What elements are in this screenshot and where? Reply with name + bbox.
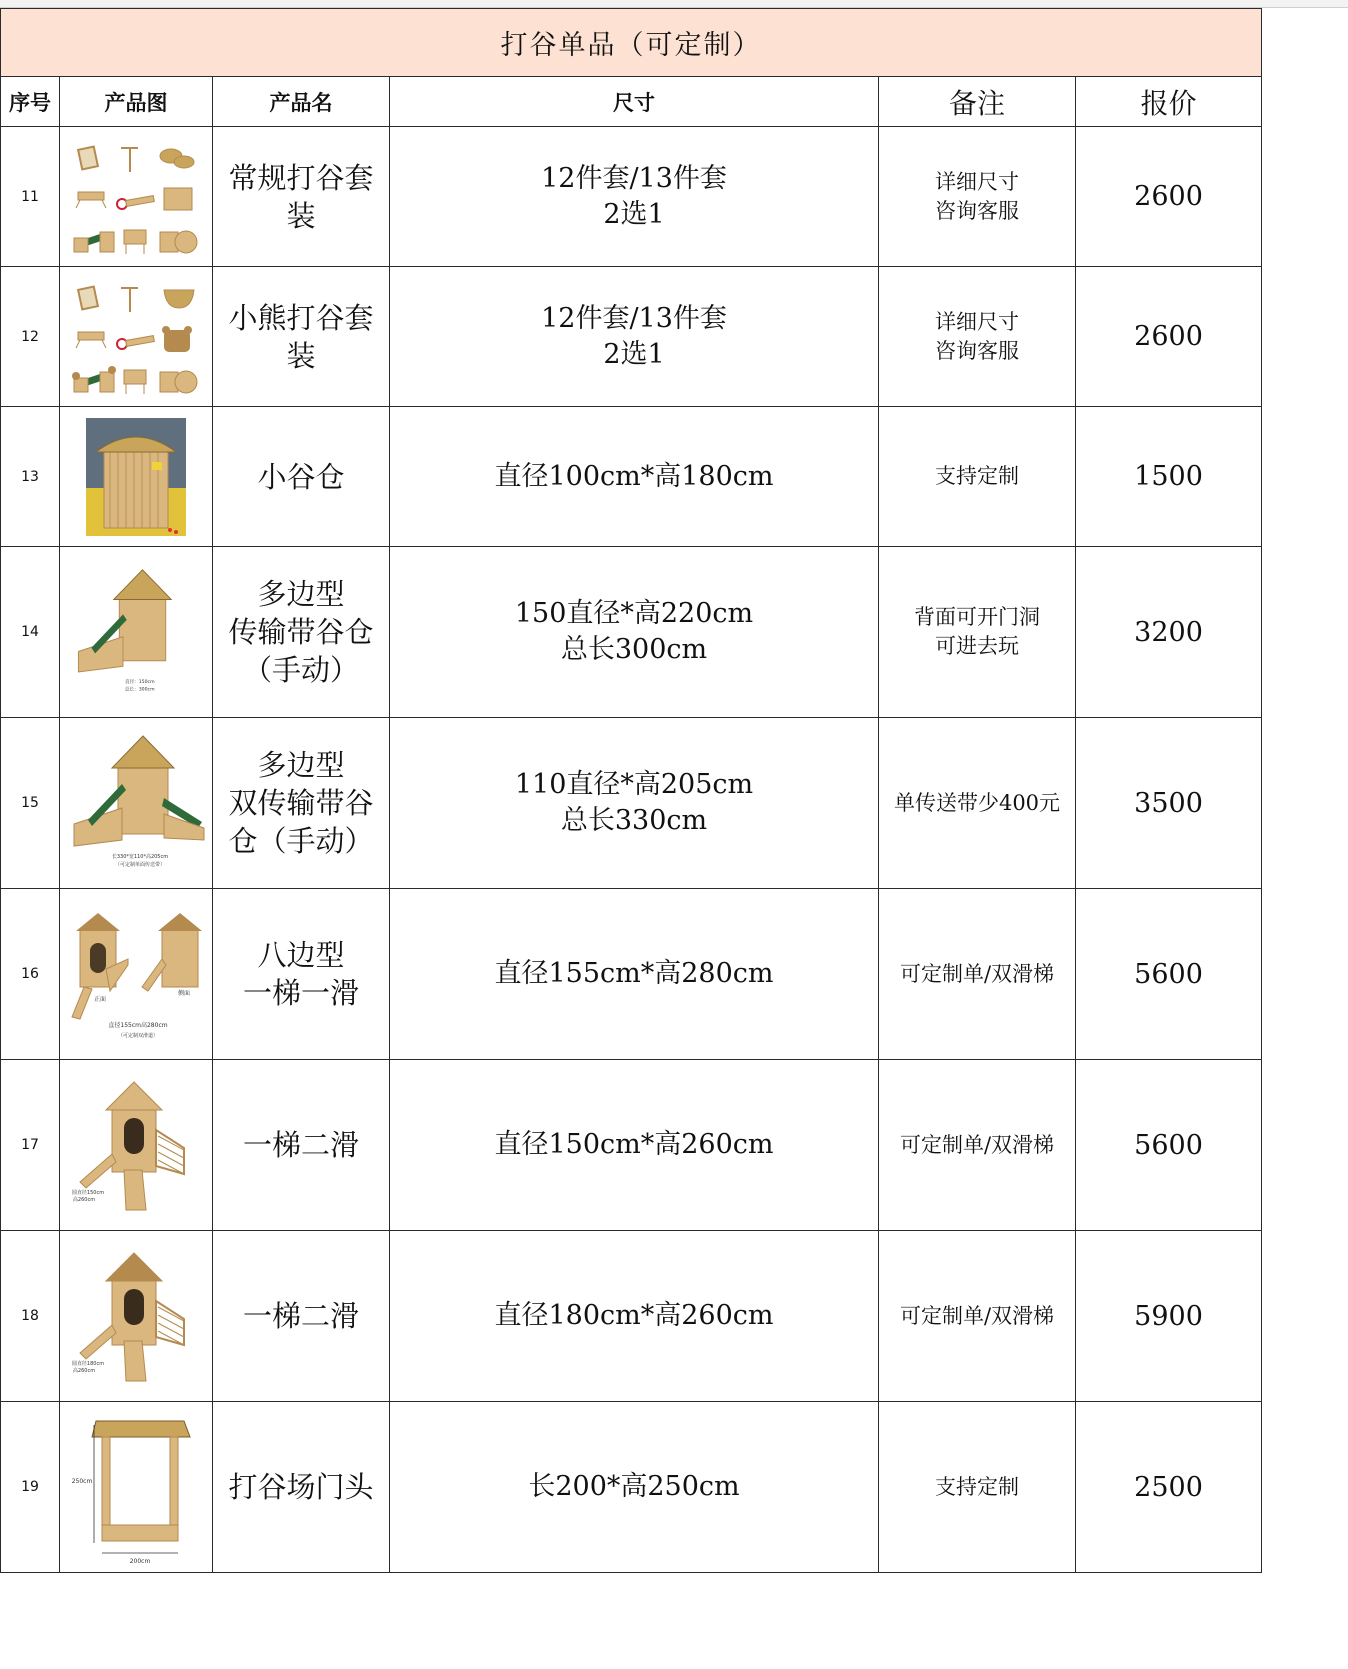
- size-cell[interactable]: [390, 127, 879, 267]
- size-line: 110直径*高205cm: [514, 769, 754, 800]
- size-line: 2选1: [603, 198, 665, 230]
- product-name-cell[interactable]: [213, 547, 390, 718]
- size-line: 12件套/13件套: [541, 162, 727, 194]
- image-caption: （可定制单面传送带）: [114, 862, 166, 868]
- price-cell[interactable]: 5900: [1076, 1231, 1262, 1402]
- header-price[interactable]: 报价: [1076, 77, 1262, 127]
- image-caption: 圆直径150cm: [71, 1190, 105, 1196]
- product-name-line: 仓（手动）: [228, 824, 374, 858]
- note-cell[interactable]: [879, 718, 1076, 889]
- image-caption: 正面: [93, 996, 107, 1003]
- image-caption: 直径155cm高280cm: [108, 1022, 168, 1029]
- table-row: [1, 1060, 1343, 1231]
- note-line: 背面可开门洞: [914, 605, 1040, 629]
- header-row: [1, 77, 1343, 127]
- product-name-line: 一梯一滑: [242, 976, 359, 1010]
- price-cell[interactable]: 1500: [1076, 407, 1262, 547]
- size-line: 长200*高250cm: [528, 1471, 740, 1502]
- product-name-line: 多边型: [257, 577, 345, 611]
- size-line: 直径100cm*高180cm: [494, 460, 774, 492]
- product-name-line: 装: [286, 198, 316, 233]
- note-cell[interactable]: [879, 889, 1076, 1060]
- table-body: [1, 127, 1343, 1573]
- product-name-cell[interactable]: [213, 718, 390, 889]
- image-caption: 高260cm: [72, 1197, 96, 1203]
- image-caption: 250cm: [71, 1478, 93, 1485]
- price-cell[interactable]: 3200: [1076, 547, 1262, 718]
- size-cell[interactable]: [390, 1060, 879, 1231]
- bear-tool-set-image[interactable]: [60, 267, 213, 407]
- image-caption: 圆直径180cm: [71, 1361, 105, 1367]
- note-cell[interactable]: [879, 407, 1076, 547]
- header-size[interactable]: 尺寸: [390, 77, 879, 127]
- table-row: [1, 1231, 1343, 1402]
- product-name-cell[interactable]: [213, 127, 390, 267]
- product-name-cell[interactable]: [213, 407, 390, 547]
- row-index[interactable]: 18: [1, 1231, 60, 1402]
- image-caption: （可定制双滑道）: [117, 1033, 159, 1039]
- spreadsheet-column-header-strip: [0, 0, 1348, 8]
- price-cell[interactable]: 2500: [1076, 1402, 1262, 1573]
- note-line: 单传送带少400元: [893, 790, 1061, 815]
- size-cell[interactable]: [390, 1231, 879, 1402]
- product-name-line: 小熊打谷套: [228, 300, 374, 335]
- note-line: 可定制单/双滑梯: [899, 1303, 1055, 1328]
- size-cell[interactable]: [390, 1402, 879, 1573]
- note-cell[interactable]: [879, 267, 1076, 407]
- note-cell[interactable]: [879, 127, 1076, 267]
- table-row: [1, 718, 1343, 889]
- product-name-line: 一梯二滑: [242, 1299, 359, 1333]
- product-name-line: 多边型: [257, 748, 345, 782]
- note-line: 可定制单/双滑梯: [899, 961, 1055, 986]
- conveyor-granary-image[interactable]: [60, 547, 213, 718]
- product-name-line: 一梯二滑: [242, 1128, 359, 1162]
- size-line: 150直径*高220cm: [514, 598, 754, 629]
- image-caption: 200cm: [129, 1558, 151, 1565]
- size-line: 直径180cm*高260cm: [494, 1300, 774, 1331]
- price-cell[interactable]: 5600: [1076, 1060, 1262, 1231]
- table-row: [1, 127, 1343, 267]
- sheet-title[interactable]: 打谷单品（可定制）: [1, 9, 1262, 77]
- row-index[interactable]: 19: [1, 1402, 60, 1573]
- octagon-slide-tower-image[interactable]: [60, 889, 213, 1060]
- image-caption: 长330*宽110*高205cm: [111, 854, 169, 860]
- product-price-table: [0, 8, 1343, 1573]
- price-cell[interactable]: 2600: [1076, 127, 1262, 267]
- note-line: 咨询客服: [935, 338, 1019, 363]
- row-index[interactable]: 15: [1, 718, 60, 889]
- product-name-line: 传输带谷仓: [228, 615, 374, 649]
- note-cell[interactable]: [879, 547, 1076, 718]
- header-image[interactable]: 产品图: [60, 77, 213, 127]
- product-name-line: 装: [286, 338, 316, 373]
- table-row: [1, 889, 1343, 1060]
- note-cell[interactable]: [879, 1402, 1076, 1573]
- table-row: [1, 1402, 1343, 1573]
- row-index[interactable]: 12: [1, 267, 60, 407]
- size-cell[interactable]: [390, 718, 879, 889]
- image-caption: 高260cm: [72, 1368, 96, 1374]
- size-line: 直径150cm*高260cm: [494, 1129, 774, 1160]
- threshing-gate-image[interactable]: [60, 1402, 213, 1573]
- size-line: 12件套/13件套: [541, 302, 727, 334]
- note-line: 详细尺寸: [935, 169, 1019, 194]
- image-caption: 侧面: [177, 990, 191, 997]
- note-line: 详细尺寸: [935, 309, 1019, 334]
- row-index[interactable]: 13: [1, 407, 60, 547]
- price-cell[interactable]: 3500: [1076, 718, 1262, 889]
- header-index[interactable]: 序号: [1, 77, 60, 127]
- price-cell[interactable]: 5600: [1076, 889, 1262, 1060]
- tower-two-slides-image[interactable]: [60, 1060, 213, 1231]
- note-cell[interactable]: [879, 1060, 1076, 1231]
- grain-tool-set-image[interactable]: [60, 127, 213, 267]
- small-granary-photo[interactable]: [60, 407, 213, 547]
- product-name-line: （手动）: [242, 653, 359, 687]
- table-row: [1, 547, 1343, 718]
- product-name-line: 双传输带谷: [228, 786, 374, 820]
- image-caption: 直径：150cm: [124, 680, 155, 686]
- row-index[interactable]: 16: [1, 889, 60, 1060]
- product-name-line: 小谷仓: [257, 459, 345, 494]
- title-row: [1, 9, 1343, 77]
- double-conveyor-granary-image[interactable]: [60, 718, 213, 889]
- product-name-cell[interactable]: [213, 889, 390, 1060]
- row-index[interactable]: 17: [1, 1060, 60, 1231]
- size-cell[interactable]: [390, 407, 879, 547]
- tower-two-slides-large-image[interactable]: [60, 1231, 213, 1402]
- size-line: 总长300cm: [560, 634, 708, 665]
- table-row: [1, 407, 1343, 547]
- note-line: 支持定制: [935, 1474, 1019, 1499]
- product-name-line: 打谷场门头: [228, 1470, 374, 1504]
- note-line: 可进去玩: [935, 634, 1019, 658]
- size-line: 2选1: [603, 338, 665, 370]
- size-line: 直径155cm*高280cm: [494, 958, 774, 989]
- header-name[interactable]: 产品名: [213, 77, 390, 127]
- row-index[interactable]: 14: [1, 547, 60, 718]
- product-name-cell[interactable]: [213, 267, 390, 407]
- product-name-cell[interactable]: [213, 1231, 390, 1402]
- size-line: 总长330cm: [560, 805, 708, 836]
- note-line: 咨询客服: [935, 198, 1019, 223]
- note-line: 支持定制: [935, 464, 1019, 488]
- product-name-line: 常规打谷套: [228, 160, 374, 195]
- price-cell[interactable]: 2600: [1076, 267, 1262, 407]
- note-line: 可定制单/双滑梯: [899, 1132, 1055, 1157]
- row-index[interactable]: 11: [1, 127, 60, 267]
- size-cell[interactable]: [390, 889, 879, 1060]
- product-name-cell[interactable]: [213, 1402, 390, 1573]
- image-caption: 总长：300cm: [124, 687, 155, 693]
- size-cell[interactable]: [390, 547, 879, 718]
- note-cell[interactable]: [879, 1231, 1076, 1402]
- size-cell[interactable]: [390, 267, 879, 407]
- table-row: [1, 267, 1343, 407]
- product-name-cell[interactable]: [213, 1060, 390, 1231]
- header-note[interactable]: 备注: [879, 77, 1076, 127]
- product-name-line: 八边型: [257, 938, 345, 972]
